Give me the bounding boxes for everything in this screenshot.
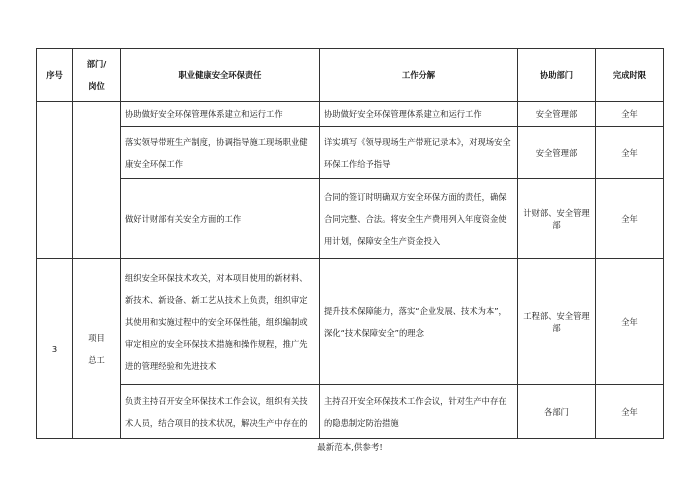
cell-assist-dept: 安全管理部	[518, 127, 596, 179]
cell-work-breakdown	[320, 127, 518, 179]
cell-row-number: 3	[37, 259, 73, 439]
header-deadline: 完成时限	[596, 49, 664, 102]
text-line: 合同完整、合法。将安全生产费用列入年度资金使	[324, 213, 507, 224]
header-no: 序号	[37, 49, 73, 102]
text-line: 新技术、新设备、新工艺从技术上负责，组织审定	[125, 294, 308, 305]
header-dept-line1: 部门/	[86, 59, 107, 69]
text-line: 康安全环保工作	[125, 158, 184, 169]
text-line: 用计划，保障安全生产资金投入	[324, 235, 441, 246]
text-line: 的隐患制定防治措施	[324, 417, 399, 428]
table-row	[37, 385, 664, 439]
cell-dept-role	[73, 259, 121, 439]
table-row	[37, 127, 664, 179]
cell-deadline: 全年	[596, 127, 664, 179]
table-row	[37, 102, 664, 127]
header-assist-dept: 协助部门	[518, 49, 596, 102]
table-header-row	[37, 49, 664, 102]
table-row	[37, 259, 664, 385]
text-line: 合同的签订时明确双方安全环保方面的责任，确保	[324, 191, 507, 202]
text-line: 其使用和实施过程中的安全环保性能，组织编制或	[125, 316, 308, 327]
text-line: 详实填写《领导现场生产带班记录本》，对现场安全	[324, 136, 511, 147]
cell-deadline: 全年	[596, 385, 664, 439]
text-line: 落实领导带班生产制度，协调指导施工现场职业健	[125, 136, 308, 147]
text-line: 协助做好安全环保管理体系建立和运行工作	[125, 109, 283, 119]
dept-role-line1: 项目	[88, 332, 105, 343]
text-line: 审定相应的安全环保技术措施和操作规程，推广先	[125, 338, 308, 349]
text-line: 进的管理经验和先进技术	[125, 360, 217, 371]
text-line: 提升技术保障能力，落实“企业发展、技术为本”，	[324, 305, 507, 316]
cell-deadline: 全年	[596, 179, 664, 259]
text-line: 组织安全环保技术攻关，对本项目使用的新材料、	[125, 272, 308, 283]
text-line: 做好计财部有关安全方面的工作	[125, 213, 242, 224]
header-dept-line2: 岗位	[88, 81, 105, 91]
cell-work-breakdown	[320, 259, 518, 385]
cell-work-breakdown	[320, 102, 518, 127]
cell-deadline: 全年	[596, 259, 664, 385]
cell-responsibility	[121, 102, 320, 127]
cell-assist-dept: 工程部、安全管理部	[518, 259, 596, 385]
cell-responsibility	[121, 259, 320, 385]
page-footer: 最新范本,供参考!	[317, 443, 383, 453]
responsibility-table	[36, 48, 664, 439]
dept-role-line2: 总工	[88, 354, 105, 365]
text-line: 主持召开安全环保技术工作会议，针对生产中存在	[324, 395, 507, 406]
cell-work-breakdown	[320, 385, 518, 439]
cell-responsibility	[121, 385, 320, 439]
cell-responsibility	[121, 127, 320, 179]
cell-assist-dept: 各部门	[518, 385, 596, 439]
text-line: 环保工作给予指导	[324, 158, 391, 169]
cell-dept-empty	[73, 102, 121, 259]
header-responsibility: 职业健康安全环保责任	[121, 49, 320, 102]
text-line: 协助做好安全环保管理体系建立和运行工作	[324, 109, 482, 119]
cell-work-breakdown	[320, 179, 518, 259]
text-line: 负责主持召开安全环保技术工作会议，组织有关技	[125, 395, 308, 406]
text-line: 深化“技术保障安全”的理念	[324, 327, 424, 338]
cell-no-empty	[37, 102, 73, 259]
text-line: 术人员，结合项目的技术状况，解决生产中存在的	[125, 417, 308, 428]
cell-deadline: 全年	[596, 102, 664, 127]
cell-responsibility	[121, 179, 320, 259]
cell-assist-dept: 安全管理部	[518, 102, 596, 127]
header-dept	[73, 49, 121, 102]
header-work-breakdown: 工作分解	[320, 49, 518, 102]
table-row	[37, 179, 664, 259]
cell-assist-dept: 计财部、安全管理部	[518, 179, 596, 259]
